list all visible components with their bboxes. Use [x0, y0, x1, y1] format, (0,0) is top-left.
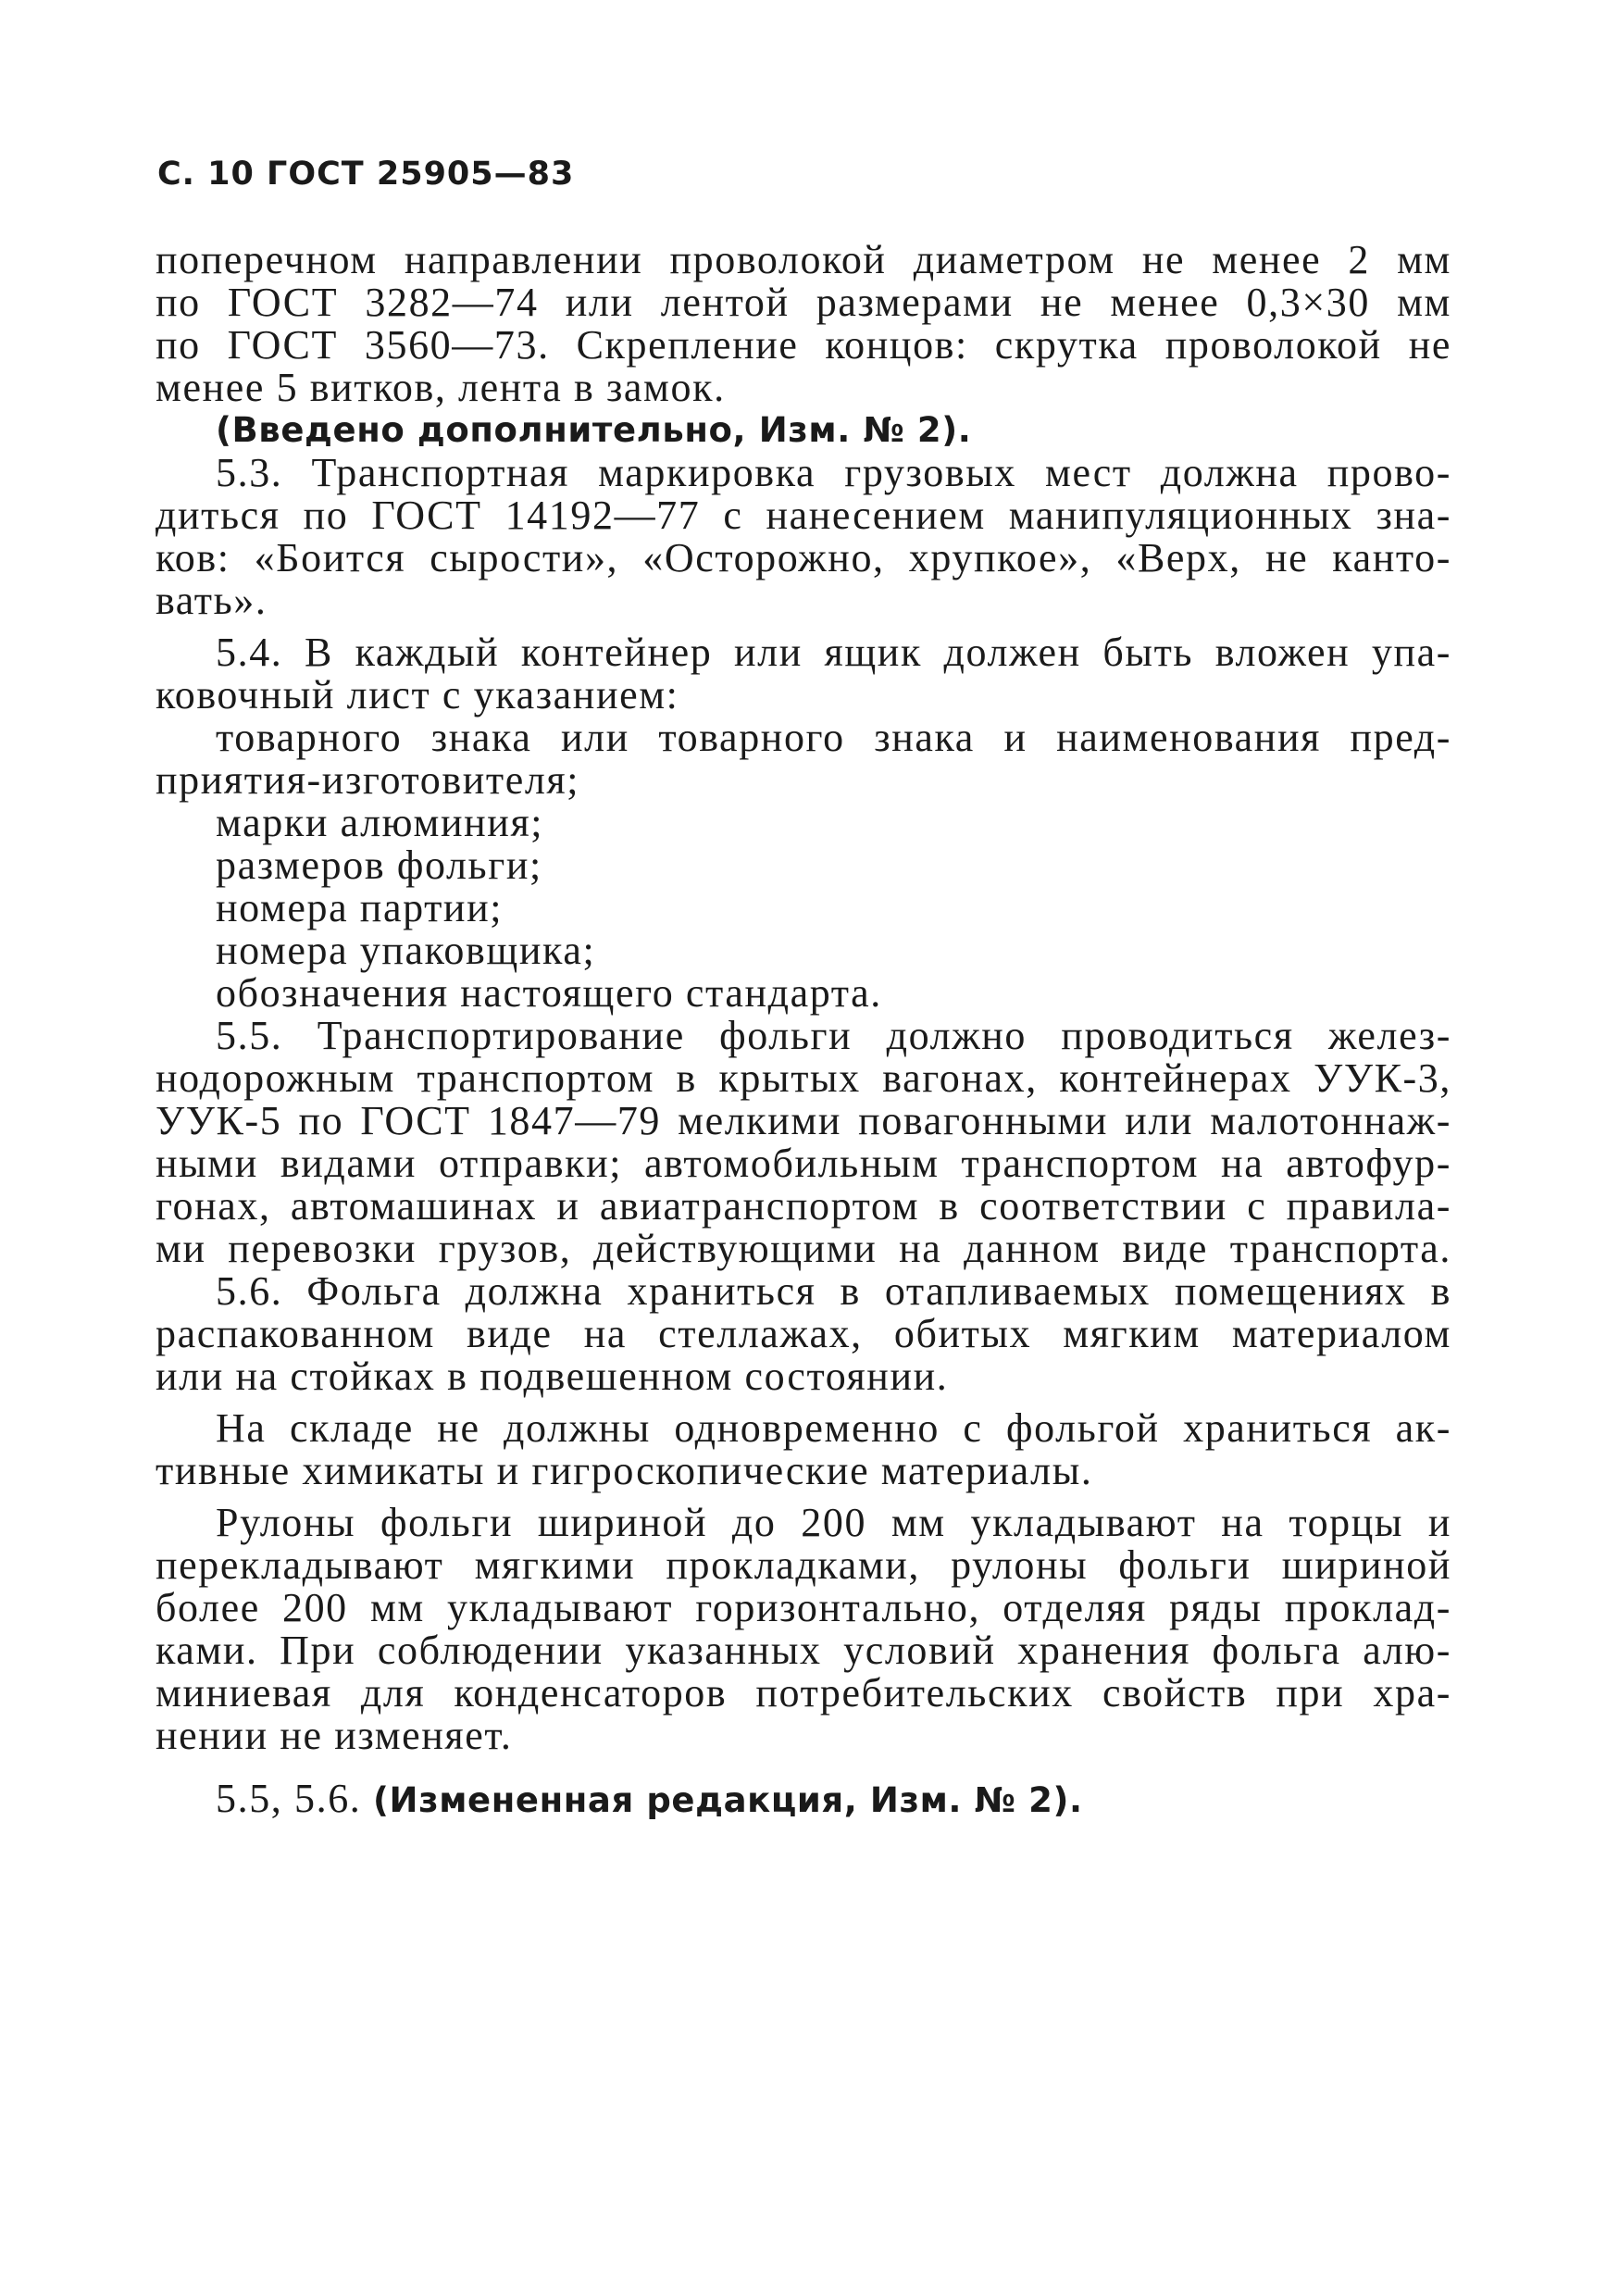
text-line: диться по ГОСТ 14192—77 с нанесением манипуляционных зна-: [156, 493, 1451, 538]
section-5-4-line: 5.4. В каждый контейнер или ящик должен быть вложен упа-: [216, 630, 1451, 675]
text-line: распакованном виде на стеллажах, обитых мягким материалом: [156, 1311, 1451, 1356]
text-line: миниевая для конденсаторов потребительских свойств при хра-: [156, 1670, 1451, 1716]
text-line: поперечном направлении проволокой диаметром не менее 2 мм: [156, 237, 1451, 282]
list-item-continuation: приятия-изготовителя;: [156, 757, 580, 803]
text-line: нодорожным транспортом в крытых вагонах, контейнерах УУК-3,: [156, 1055, 1451, 1101]
text-line: или на стойках в подвешенном состоянии.: [156, 1354, 949, 1399]
text-line: перекладывают мягкими прокладками, рулоны фольги шириной: [156, 1542, 1451, 1588]
final-amendment-note: [156, 1778, 1451, 1820]
text-line: ными видами отправки; автомобильным транспортом на автофур-: [156, 1141, 1451, 1186]
text-line: по ГОСТ 3560—73. Скрепление концов: скрутка проволокой не: [156, 322, 1451, 368]
section-ref: 5.5, 5.6.: [216, 1776, 362, 1821]
text-line: более 200 мм укладывают горизонтально, отделяя ряды проклад-: [156, 1585, 1451, 1630]
list-item: обозначения настоящего стандарта.: [216, 970, 882, 1016]
section-5-3-line: 5.3. Транспортная маркировка грузовых мест должна прово-: [216, 450, 1451, 495]
text-line: Рулоны фольги шириной до 200 мм укладывают на торцы и: [216, 1500, 1451, 1545]
text-line: ковочный лист с указанием:: [156, 672, 679, 718]
text-line: ками. При соблюдении указанных условий хранения фольга алю-: [156, 1628, 1451, 1673]
list-item: товарного знака или товарного знака и наименования пред-: [216, 715, 1451, 760]
text-line: УУК-5 по ГОСТ 1847—79 мелкими повагонными или малотоннаж-: [156, 1098, 1451, 1143]
text-line: На складе не должны одновременно с фольгой храниться ак-: [216, 1405, 1451, 1451]
text-line: тивные химикаты и гигроскопические материалы.: [156, 1448, 1093, 1493]
list-item: размеров фольги;: [216, 842, 542, 888]
page-header: С. 10 ГОСТ 25905—83: [157, 156, 575, 193]
section-5-6-line: 5.6. Фольга должна храниться в отапливаемых помещениях в: [216, 1268, 1451, 1314]
list-item: номера партии;: [216, 885, 504, 930]
amendment-note: (Введено дополнительно, Изм. № 2).: [216, 410, 972, 450]
document-body: [156, 239, 1451, 1820]
text-line: вать».: [156, 578, 268, 623]
list-item: марки алюминия;: [216, 800, 544, 845]
text-line: гонах, автомашинах и авиатранспортом в соответствии с правила-: [156, 1183, 1451, 1229]
text-line: нении не изменяет.: [156, 1713, 513, 1758]
section-5-5-line: 5.5. Транспортирование фольги должно проводиться желез-: [216, 1013, 1451, 1058]
amendment-note: (Измененная редакция, Изм. № 2).: [373, 1780, 1083, 1820]
text-line: менее 5 витков, лента в замок.: [156, 365, 726, 410]
text-line: ми перевозки грузов, действующими на данном виде транспорта.: [156, 1226, 1451, 1271]
text-line: ков: «Боится сырости», «Осторожно, хрупкое», «Верх, не канто-: [156, 535, 1451, 580]
text-line: по ГОСТ 3282—74 или лентой размерами не менее 0,3×30 мм: [156, 280, 1451, 325]
list-item: номера упаковщика;: [216, 928, 596, 973]
